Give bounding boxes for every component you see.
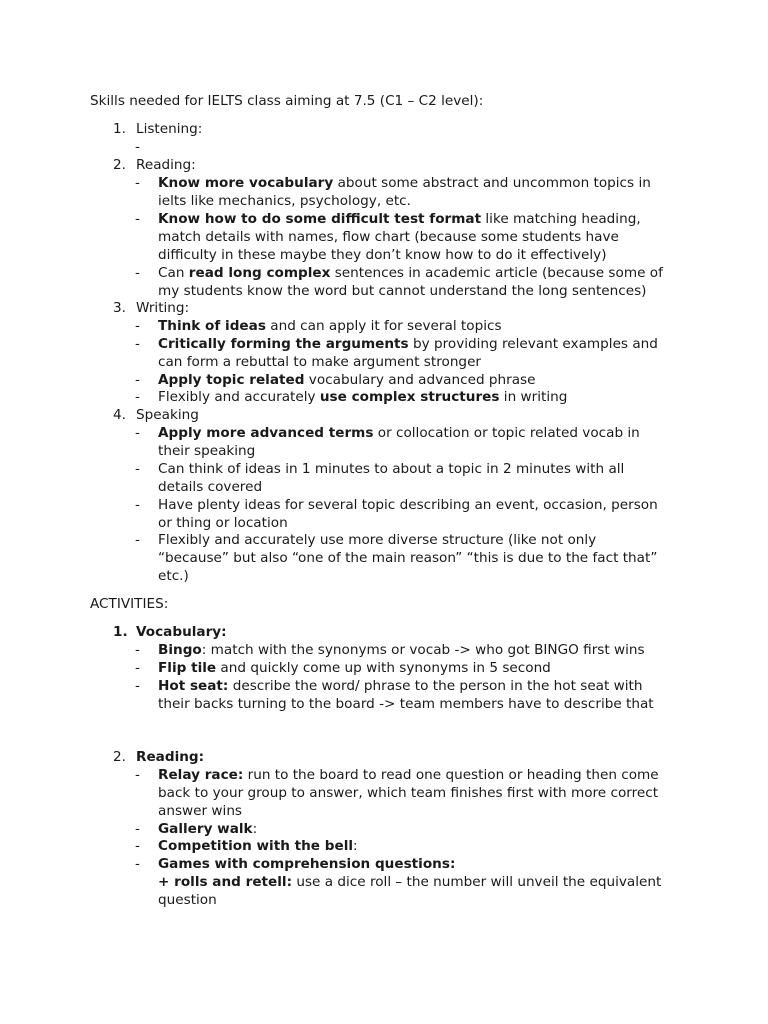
item-bold: Think of ideas	[158, 318, 266, 334]
item-text: describe the word/ phrase to the person in the hot seat with	[228, 678, 643, 694]
list-item	[158, 837, 358, 855]
item-text: and quickly come up with synonyms in 5 second	[216, 660, 551, 676]
item-bold: Competition with the bell	[158, 838, 354, 854]
list-number: 2.	[113, 749, 126, 765]
list-item-continuation: their speaking	[158, 443, 256, 459]
list-item	[158, 641, 645, 659]
list-number: 1.	[113, 624, 128, 640]
list-item	[158, 855, 455, 873]
list-dash: -	[135, 838, 140, 854]
item-bold: Know how to do some difficult test format	[158, 211, 482, 227]
activities-heading: ACTIVITIES:	[90, 596, 169, 612]
list-dash: -	[135, 265, 140, 281]
list-dash: -	[135, 175, 140, 191]
list-dash: -	[135, 461, 140, 477]
list-item	[158, 766, 659, 784]
item-text: or collocation or topic related vocab in	[373, 425, 640, 441]
list-item	[158, 210, 641, 228]
list-item-continuation: can form a rebuttal to make argument stronger	[158, 354, 482, 370]
item-bold: Hot seat:	[158, 678, 229, 694]
list-item-continuation: difficulty in these maybe they don’t know how to do it effectively)	[158, 247, 607, 263]
list-dash: -	[135, 856, 140, 872]
item-text: :	[252, 821, 258, 837]
item-text: Can	[158, 265, 189, 281]
list-dash: -	[135, 660, 140, 676]
list-item	[158, 677, 643, 695]
item-text: :	[353, 838, 358, 854]
list-dash: -	[135, 389, 140, 405]
skill-title-writing: Writing:	[136, 300, 190, 316]
item-bold: Gallery walk	[158, 821, 253, 837]
item-text: and can apply it for several topics	[265, 318, 502, 334]
skill-title-reading: Reading:	[136, 157, 196, 173]
item-text: run to the board to read one question or heading then come	[243, 767, 659, 783]
list-item: Flexibly and accurately use more diverse structure (like not only	[158, 532, 597, 548]
document-heading: Skills needed for IELTS class aiming at 7.5 (C1 – C2 level):	[90, 93, 484, 109]
item-text: in writing	[499, 389, 568, 405]
item-bold: Flip tile	[158, 660, 217, 676]
list-dash: -	[135, 372, 140, 388]
item-bold: use complex structures	[319, 389, 500, 405]
list-dash: -	[135, 139, 140, 155]
list-item: Can think of ideas in 1 minutes to about a topic in 2 minutes with all	[158, 461, 625, 477]
item-text: about some abstract and uncommon topics in	[333, 175, 651, 191]
list-item-continuation: or thing or location	[158, 515, 288, 531]
activity-title-vocabulary: Vocabulary:	[136, 624, 227, 640]
list-dash: -	[135, 497, 140, 513]
item-bold: Critically forming the arguments	[158, 336, 409, 352]
item-text: by providing relevant examples and	[408, 336, 658, 352]
item-bold: Relay race:	[158, 767, 244, 783]
item-bold: + rolls and retell:	[158, 874, 293, 890]
list-item	[158, 424, 640, 442]
item-text: like matching heading,	[481, 211, 641, 227]
list-item-continuation: back to your group to answer, which team finishes first with more correct	[158, 785, 659, 801]
list-item-continuation: ielts like mechanics, psychology, etc.	[158, 193, 411, 209]
item-text: Flexibly and accurately	[158, 389, 320, 405]
list-item-continuation	[158, 873, 661, 891]
list-number: 4.	[113, 407, 126, 423]
list-item-continuation: “because” but also “one of the main reason” “this is due to the fact that”	[158, 550, 658, 566]
item-text: sentences in academic article (because some of	[330, 265, 663, 281]
list-dash: -	[135, 318, 140, 334]
list-item-continuation: details covered	[158, 479, 263, 495]
list-item-continuation: answer wins	[158, 803, 243, 819]
list-item	[158, 371, 536, 389]
list-dash: -	[135, 642, 140, 658]
list-item	[158, 388, 567, 406]
skill-title-listening: Listening:	[136, 121, 203, 137]
list-item	[158, 317, 502, 335]
item-text: : match with the synonyms or vocab -> who got BINGO first wins	[201, 642, 645, 658]
list-dash: -	[135, 767, 140, 783]
list-item-continuation: match details with names, flow chart (because some students have	[158, 229, 619, 245]
list-item	[158, 659, 551, 677]
list-item	[158, 174, 651, 192]
item-bold: Bingo	[158, 642, 202, 658]
list-number: 1.	[113, 121, 126, 137]
list-dash: -	[135, 821, 140, 837]
skill-title-speaking: Speaking	[136, 407, 199, 423]
list-item: Have plenty ideas for several topic describing an event, occasion, person	[158, 497, 658, 513]
item-bold: Apply more advanced terms	[158, 425, 374, 441]
list-dash: -	[135, 425, 140, 441]
list-dash: -	[135, 336, 140, 352]
list-item-continuation: question	[158, 892, 217, 908]
item-bold: Games with comprehension questions:	[158, 856, 456, 872]
list-number: 2.	[113, 157, 126, 173]
list-item	[158, 820, 257, 838]
item-bold: Apply topic related	[158, 372, 305, 388]
list-dash: -	[135, 678, 140, 694]
list-item	[158, 264, 663, 282]
item-text: vocabulary and advanced phrase	[304, 372, 536, 388]
item-text: use a dice roll – the number will unveil the equivalent	[292, 874, 662, 890]
list-number: 3.	[113, 300, 126, 316]
item-bold: read long complex	[188, 265, 331, 281]
list-dash: -	[135, 211, 140, 227]
list-item-continuation: their backs turning to the board -> team members have to describe that	[158, 696, 654, 712]
list-dash: -	[135, 532, 140, 548]
activity-title-reading: Reading:	[136, 749, 205, 765]
item-bold: Know more vocabulary	[158, 175, 334, 191]
list-item-continuation: my students know the word but cannot understand the long sentences)	[158, 283, 647, 299]
list-item-continuation: etc.)	[158, 568, 189, 584]
list-item	[158, 335, 658, 353]
